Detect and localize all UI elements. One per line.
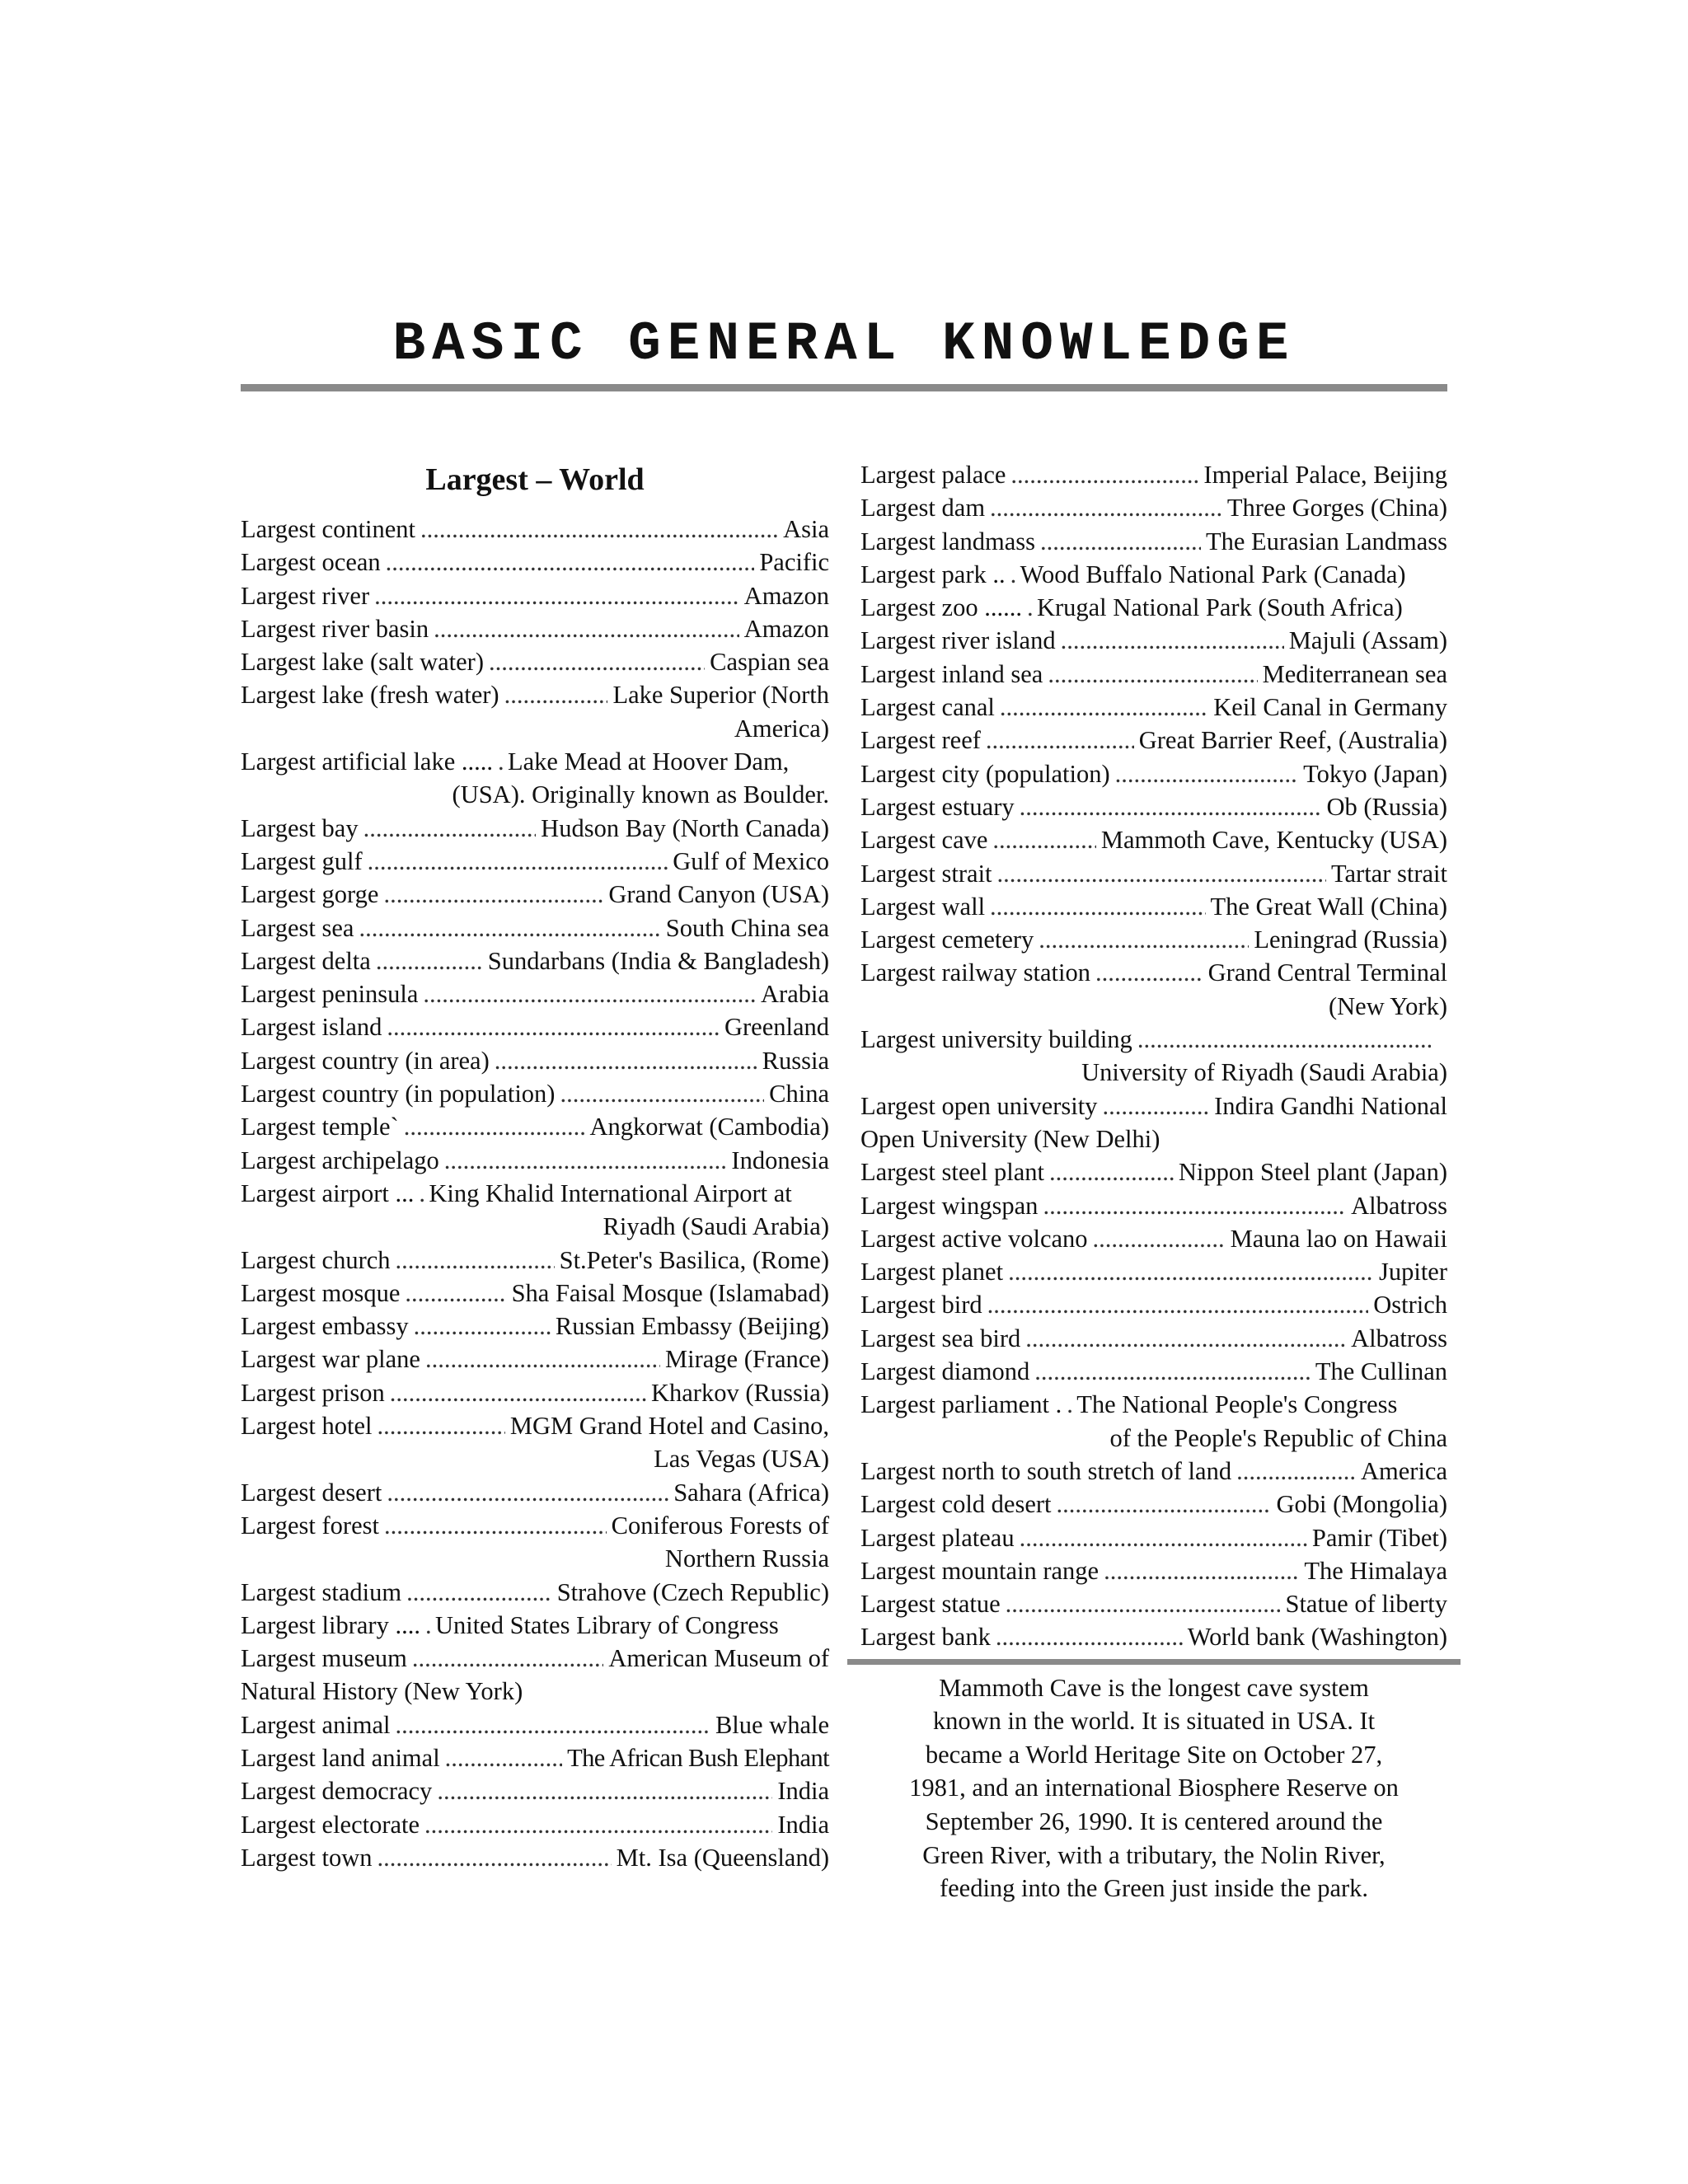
item-value: Blue whale	[715, 1710, 829, 1739]
list-item	[860, 857, 1447, 890]
item-label: Largest stadium	[241, 1577, 402, 1606]
item-value: Albatross	[1351, 1324, 1447, 1352]
item-label: Largest cave	[860, 826, 988, 855]
item-value: Grand Canyon (USA)	[608, 880, 829, 909]
item-value: Mirage (France)	[665, 1345, 829, 1374]
list-item	[241, 1010, 829, 1043]
item-continuation: Riyadh (Saudi Arabia)	[603, 1212, 829, 1241]
item-label: Largest palace	[860, 461, 1006, 489]
title-divider	[241, 384, 1447, 391]
list-item	[241, 1409, 829, 1442]
list-item	[241, 1277, 829, 1310]
list-item	[860, 1090, 1447, 1122]
item-value: Albatross	[1351, 1191, 1447, 1220]
item-value: Indonesia	[731, 1146, 829, 1174]
leader-dots	[1025, 1322, 1346, 1355]
item-label: Largest university building	[860, 1025, 1132, 1054]
list-item	[241, 1476, 829, 1509]
item-label: Largest airport ...	[241, 1179, 415, 1207]
item-label: Largest landmass	[860, 527, 1036, 555]
list-item	[860, 491, 1447, 524]
leader-dots	[419, 1177, 424, 1210]
item-continuation: Open University (New Delhi)	[860, 1124, 1160, 1153]
leader-dots	[1095, 956, 1203, 989]
item-label: Largest town	[241, 1843, 373, 1872]
list-item	[860, 1620, 1447, 1653]
item-value: MGM Grand Hotel and Casino,	[509, 1412, 829, 1441]
leader-dots	[1010, 558, 1015, 591]
item-label: Largest delta	[241, 946, 371, 975]
list-item	[860, 1222, 1447, 1255]
item-value: Krugal National Park (South Africa)	[1036, 593, 1403, 622]
item-label: Largest land animal	[241, 1743, 440, 1772]
list-item	[241, 1110, 829, 1143]
item-label: Largest continent	[241, 515, 416, 543]
item-label: Largest strait	[860, 859, 992, 888]
item-value: The National People's Congress	[1076, 1390, 1398, 1419]
list-item	[860, 691, 1447, 724]
item-label: Largest island	[241, 1013, 382, 1042]
item-label: Largest plateau	[860, 1523, 1015, 1552]
list-item	[860, 956, 1447, 989]
leader-dots	[1020, 1521, 1307, 1554]
item-continuation: Natural History (New York)	[241, 1677, 523, 1706]
list-item	[241, 546, 829, 579]
item-label: Largest open university	[860, 1091, 1098, 1120]
note-line: known in the world. It is situated in USA. It	[932, 1707, 1376, 1736]
item-label: Largest gorge	[241, 880, 379, 909]
note-divider	[847, 1659, 1461, 1665]
leader-dots	[1000, 691, 1208, 724]
list-item	[241, 678, 829, 711]
leader-dots	[386, 546, 755, 579]
list-item	[241, 1841, 829, 1874]
list-item	[241, 612, 829, 645]
list-item	[241, 1509, 829, 1542]
item-value: The Cullinan	[1315, 1357, 1447, 1386]
item-continuation: (USA). Originally known as Boulder.	[452, 780, 829, 809]
list-item	[860, 1155, 1447, 1188]
list-item	[241, 944, 829, 977]
item-label: Largest country (in area)	[241, 1046, 490, 1075]
item-label: Largest prison	[241, 1378, 385, 1407]
item-value: Arabia	[761, 980, 829, 1009]
leader-dots	[420, 513, 778, 546]
item-value: Sundarbans (India & Bangladesh)	[487, 946, 829, 975]
list-item	[860, 525, 1447, 558]
list-item	[241, 1244, 829, 1277]
item-value: King Khalid International Airport at	[429, 1179, 792, 1207]
leader-dots	[987, 1288, 1369, 1321]
list-item	[241, 1144, 829, 1177]
leader-dots	[404, 1110, 585, 1143]
list-item	[860, 1355, 1447, 1388]
list-item	[860, 591, 1447, 624]
leader-dots	[363, 812, 537, 845]
item-value: Wood Buffalo National Park (Canada)	[1020, 560, 1406, 588]
item-label: Largest hotel	[241, 1412, 373, 1441]
note-line: became a World Heritage Site on October 27,	[925, 1740, 1383, 1769]
item-value: Asia	[783, 515, 829, 543]
leader-dots	[1006, 1587, 1281, 1620]
list-item	[241, 1376, 829, 1409]
leader-dots	[560, 1077, 764, 1110]
list-item	[241, 1077, 829, 1110]
item-label: Largest bird	[860, 1291, 982, 1319]
item-value: Imperial Palace, Beijing	[1203, 461, 1447, 489]
list-item	[860, 1554, 1447, 1587]
list-item	[860, 790, 1447, 823]
list-item	[241, 1774, 829, 1807]
list-item	[860, 923, 1447, 956]
item-label: Largest steel plant	[860, 1158, 1045, 1187]
leader-dots	[368, 845, 668, 878]
leader-dots	[1027, 591, 1032, 624]
item-label: Largest parliament .	[860, 1390, 1062, 1419]
item-label: Largest temple`	[241, 1113, 399, 1141]
list-item	[241, 579, 829, 612]
list-item	[860, 823, 1447, 856]
item-label: Largest city (population)	[860, 759, 1110, 788]
item-value: Majuli (Assam)	[1288, 626, 1447, 655]
item-label: Largest reef	[860, 726, 981, 755]
item-value: Kharkov (Russia)	[650, 1378, 829, 1407]
list-item	[241, 513, 829, 546]
item-value: Mt. Isa (Queensland)	[616, 1843, 829, 1872]
leader-dots	[1043, 1189, 1346, 1222]
list-item	[241, 1310, 829, 1343]
item-value: St.Peter's Basilica, (Rome)	[559, 1245, 829, 1274]
list-item	[860, 558, 1447, 591]
item-label: Largest active volcano	[860, 1224, 1088, 1253]
item-label: Largest diamond	[860, 1357, 1030, 1386]
item-value: Gobi (Mongolia)	[1276, 1490, 1447, 1519]
item-value: The African Bush Elephant	[567, 1743, 829, 1772]
item-label: Largest animal	[241, 1710, 391, 1739]
item-label: Largest river basin	[241, 614, 429, 643]
item-label: Largest sea	[241, 913, 354, 942]
item-label: Largest mosque	[241, 1278, 401, 1307]
item-value: Nippon Steel plant (Japan)	[1178, 1158, 1447, 1187]
item-label: Largest canal	[860, 693, 995, 722]
leader-dots	[1093, 1222, 1226, 1255]
leader-dots	[1067, 1388, 1071, 1421]
list-item	[860, 1455, 1447, 1488]
item-value: Greenland	[724, 1013, 829, 1042]
list-item	[860, 1587, 1447, 1620]
list-item	[860, 458, 1447, 491]
note-line: September 26, 1990. It is centered around the	[925, 1807, 1383, 1836]
note-line: feeding into the Green just inside the park.	[939, 1874, 1369, 1903]
leader-dots	[1137, 1023, 1431, 1056]
item-label: Largest electorate	[241, 1810, 420, 1839]
leader-dots	[423, 977, 756, 1010]
item-label: Largest church	[241, 1245, 391, 1274]
item-value: Russia	[762, 1046, 829, 1075]
item-value: Sahara (Africa)	[673, 1478, 829, 1507]
leader-dots	[986, 724, 1134, 757]
item-value: Lake Superior (North	[612, 681, 829, 710]
leader-dots	[1040, 525, 1201, 558]
item-label: Largest lake (fresh water)	[241, 681, 499, 710]
left-column	[241, 458, 829, 1874]
item-value: China	[769, 1080, 829, 1108]
leader-dots	[1039, 923, 1249, 956]
item-value: India	[777, 1810, 829, 1839]
leader-dots	[425, 1343, 660, 1376]
item-value: Russian Embassy (Beijing)	[555, 1312, 829, 1341]
item-label: Largest artificial lake .....	[241, 748, 493, 776]
item-label: Largest country (in population)	[241, 1080, 556, 1108]
list-item	[241, 912, 829, 944]
item-label: Largest cold desert	[860, 1490, 1052, 1519]
item-label: Largest bank	[860, 1623, 991, 1652]
section-title: Largest – World	[425, 462, 645, 497]
leader-dots	[1061, 624, 1284, 657]
leader-dots	[424, 1808, 772, 1841]
item-label: Largest estuary	[860, 792, 1015, 821]
item-label: Largest forest	[241, 1511, 379, 1540]
item-value: Hudson Bay (North Canada)	[541, 813, 829, 842]
item-label: Largest library ....	[241, 1610, 420, 1639]
item-label: Largest inland sea	[860, 659, 1043, 688]
list-item	[241, 1343, 829, 1376]
leader-dots	[387, 1010, 720, 1043]
leader-dots	[1102, 1090, 1209, 1122]
item-value: Strahove (Czech Republic)	[556, 1577, 829, 1606]
leader-dots	[376, 944, 483, 977]
leader-dots	[1236, 1455, 1356, 1488]
leader-dots	[996, 1620, 1183, 1653]
item-value: Amazon	[743, 581, 829, 610]
leader-dots	[377, 1409, 505, 1442]
item-value: Indira Gandhi National	[1214, 1091, 1447, 1120]
leader-dots	[359, 912, 660, 944]
item-value: America	[1361, 1456, 1447, 1485]
item-value: American Museum of	[608, 1644, 829, 1673]
leader-dots	[414, 1310, 551, 1343]
item-label: Largest lake (salt water)	[241, 648, 484, 677]
list-item	[241, 1642, 829, 1675]
item-label: Largest zoo ......	[860, 593, 1022, 622]
item-value: Mauna lao on Hawaii	[1230, 1224, 1447, 1253]
list-item	[860, 757, 1447, 790]
item-value: Statue of liberty	[1285, 1590, 1447, 1619]
item-value: Pamir (Tibet)	[1311, 1523, 1447, 1552]
item-value: Keil Canal in Germany	[1213, 693, 1447, 722]
leader-dots	[387, 1476, 668, 1509]
item-continuation: University of Riyadh (Saudi Arabia)	[1081, 1058, 1447, 1087]
leader-dots	[1048, 658, 1257, 691]
item-label: Largest cemetery	[860, 926, 1034, 954]
list-item	[241, 1177, 829, 1210]
leader-dots	[444, 1144, 727, 1177]
list-item	[860, 1189, 1447, 1222]
item-value: Mammoth Cave, Kentucky (USA)	[1100, 826, 1447, 855]
list-item	[241, 1044, 829, 1077]
item-value: Caspian sea	[710, 648, 829, 677]
leader-dots	[997, 857, 1327, 890]
leader-dots	[396, 1708, 710, 1741]
list-item	[860, 1521, 1447, 1554]
item-continuation: America)	[734, 714, 829, 743]
item-label: Largest bay	[241, 813, 359, 842]
item-value: Ostrich	[1373, 1291, 1447, 1319]
leader-dots	[1057, 1488, 1272, 1521]
leader-dots	[434, 612, 739, 645]
leader-dots	[498, 745, 503, 778]
item-label: Largest gulf	[241, 846, 363, 875]
item-label: Largest ocean	[241, 548, 381, 577]
list-item	[860, 890, 1447, 923]
item-label: Largest peninsula	[241, 980, 419, 1009]
item-label: Largest archipelago	[241, 1146, 439, 1174]
leader-dots	[396, 1244, 555, 1277]
list-item	[241, 1576, 829, 1609]
item-label: Largest planet	[860, 1258, 1004, 1286]
item-label: Largest museum	[241, 1644, 407, 1673]
item-label: Largest railway station	[860, 958, 1090, 987]
leader-dots	[990, 491, 1222, 524]
item-continuation: of the People's Republic of China	[1109, 1423, 1447, 1452]
list-item	[241, 812, 829, 845]
list-item	[860, 1288, 1447, 1321]
item-label: Largest desert	[241, 1478, 382, 1507]
leader-dots	[445, 1741, 562, 1774]
item-value: The Eurasian Landmass	[1205, 527, 1447, 555]
item-continuation: Northern Russia	[664, 1544, 829, 1573]
page-title: BASIC GENERAL KNOWLEDGE	[392, 313, 1296, 375]
item-value: Angkorwat (Cambodia)	[589, 1113, 829, 1141]
list-item	[860, 658, 1447, 691]
item-label: Largest wall	[860, 892, 986, 921]
leader-dots	[437, 1774, 772, 1807]
leader-dots	[374, 579, 739, 612]
item-continuation: (New York)	[1328, 991, 1447, 1020]
item-value: Tokyo (Japan)	[1303, 759, 1447, 788]
list-item	[241, 1808, 829, 1841]
list-item	[860, 624, 1447, 657]
list-item	[241, 1741, 829, 1774]
leader-dots	[990, 890, 1205, 923]
note-line: 1981, and an international Biosphere Reserve on	[909, 1774, 1399, 1802]
item-value: Mediterranean sea	[1262, 659, 1447, 688]
leader-dots	[1034, 1355, 1311, 1388]
leader-dots	[504, 678, 608, 711]
list-item	[860, 1488, 1447, 1521]
leader-dots	[1104, 1554, 1299, 1587]
leader-dots	[1010, 458, 1198, 491]
list-item	[241, 645, 829, 678]
item-value: Three Gorges (China)	[1226, 494, 1447, 523]
list-item	[860, 724, 1447, 757]
leader-dots	[390, 1376, 646, 1409]
item-label: Largest democracy	[241, 1777, 433, 1806]
item-value: Sha Faisal Mosque (Islamabad)	[511, 1278, 829, 1307]
list-item	[241, 878, 829, 911]
list-item	[860, 1322, 1447, 1355]
leader-dots	[405, 1277, 506, 1310]
item-label: Largest dam	[860, 494, 986, 523]
item-value: Pacific	[759, 548, 829, 577]
leader-dots	[1020, 790, 1322, 823]
item-value: South China sea	[665, 913, 829, 942]
item-value: The Himalaya	[1304, 1556, 1447, 1585]
item-label: Largest war plane	[241, 1345, 420, 1374]
item-label: Largest river island	[860, 626, 1056, 655]
leader-dots	[383, 878, 603, 911]
list-item	[241, 845, 829, 878]
note-line: Mammoth Cave is the longest cave system	[939, 1673, 1369, 1702]
item-value: World bank (Washington)	[1187, 1623, 1447, 1652]
leader-dots	[406, 1576, 552, 1609]
leader-dots	[377, 1841, 612, 1874]
list-item	[241, 1609, 829, 1642]
item-value: United States Library of Congress	[434, 1610, 779, 1639]
list-item	[860, 1255, 1447, 1288]
item-value: Grand Central Terminal	[1207, 958, 1447, 987]
leader-dots	[384, 1509, 607, 1542]
info-note	[860, 1671, 1447, 1905]
right-column	[860, 458, 1447, 1905]
list-item	[241, 1708, 829, 1741]
item-label: Largest mountain range	[860, 1556, 1100, 1585]
item-value: Tartar strait	[1331, 859, 1447, 888]
leader-dots	[992, 823, 1095, 856]
item-value: Ob (Russia)	[1326, 792, 1447, 821]
leader-dots	[489, 645, 705, 678]
item-value: Coniferous Forests of	[611, 1511, 829, 1540]
list-item	[241, 977, 829, 1010]
item-value: Gulf of Mexico	[673, 846, 829, 875]
list-item	[860, 1388, 1447, 1421]
note-line: Green River, with a tributary, the Nolin River,	[922, 1840, 1386, 1869]
item-label: Largest north to south stretch of land	[860, 1456, 1232, 1485]
item-label: Largest wingspan	[860, 1191, 1039, 1220]
leader-dots	[1115, 757, 1298, 790]
list-item	[241, 745, 829, 778]
leader-dots	[1049, 1155, 1174, 1188]
item-value: Amazon	[743, 614, 829, 643]
item-value: Great Barrier Reef, (Australia)	[1138, 726, 1447, 755]
leader-dots	[412, 1642, 603, 1675]
item-value: Leningrad (Russia)	[1254, 926, 1447, 954]
leader-dots	[1008, 1255, 1374, 1288]
item-value: The Great Wall (China)	[1210, 892, 1447, 921]
item-value: India	[777, 1777, 829, 1806]
item-label: Largest statue	[860, 1590, 1001, 1619]
list-item	[860, 1023, 1447, 1056]
item-continuation: Las Vegas (USA)	[654, 1445, 829, 1474]
item-value: Lake Mead at Hoover Dam,	[508, 748, 790, 776]
leader-dots	[495, 1044, 757, 1077]
item-label: Largest river	[241, 581, 370, 610]
item-label: Largest sea bird	[860, 1324, 1021, 1352]
item-label: Largest park ..	[860, 560, 1006, 588]
item-label: Largest embassy	[241, 1312, 409, 1341]
leader-dots	[425, 1609, 430, 1642]
item-value: Jupiter	[1378, 1258, 1447, 1286]
